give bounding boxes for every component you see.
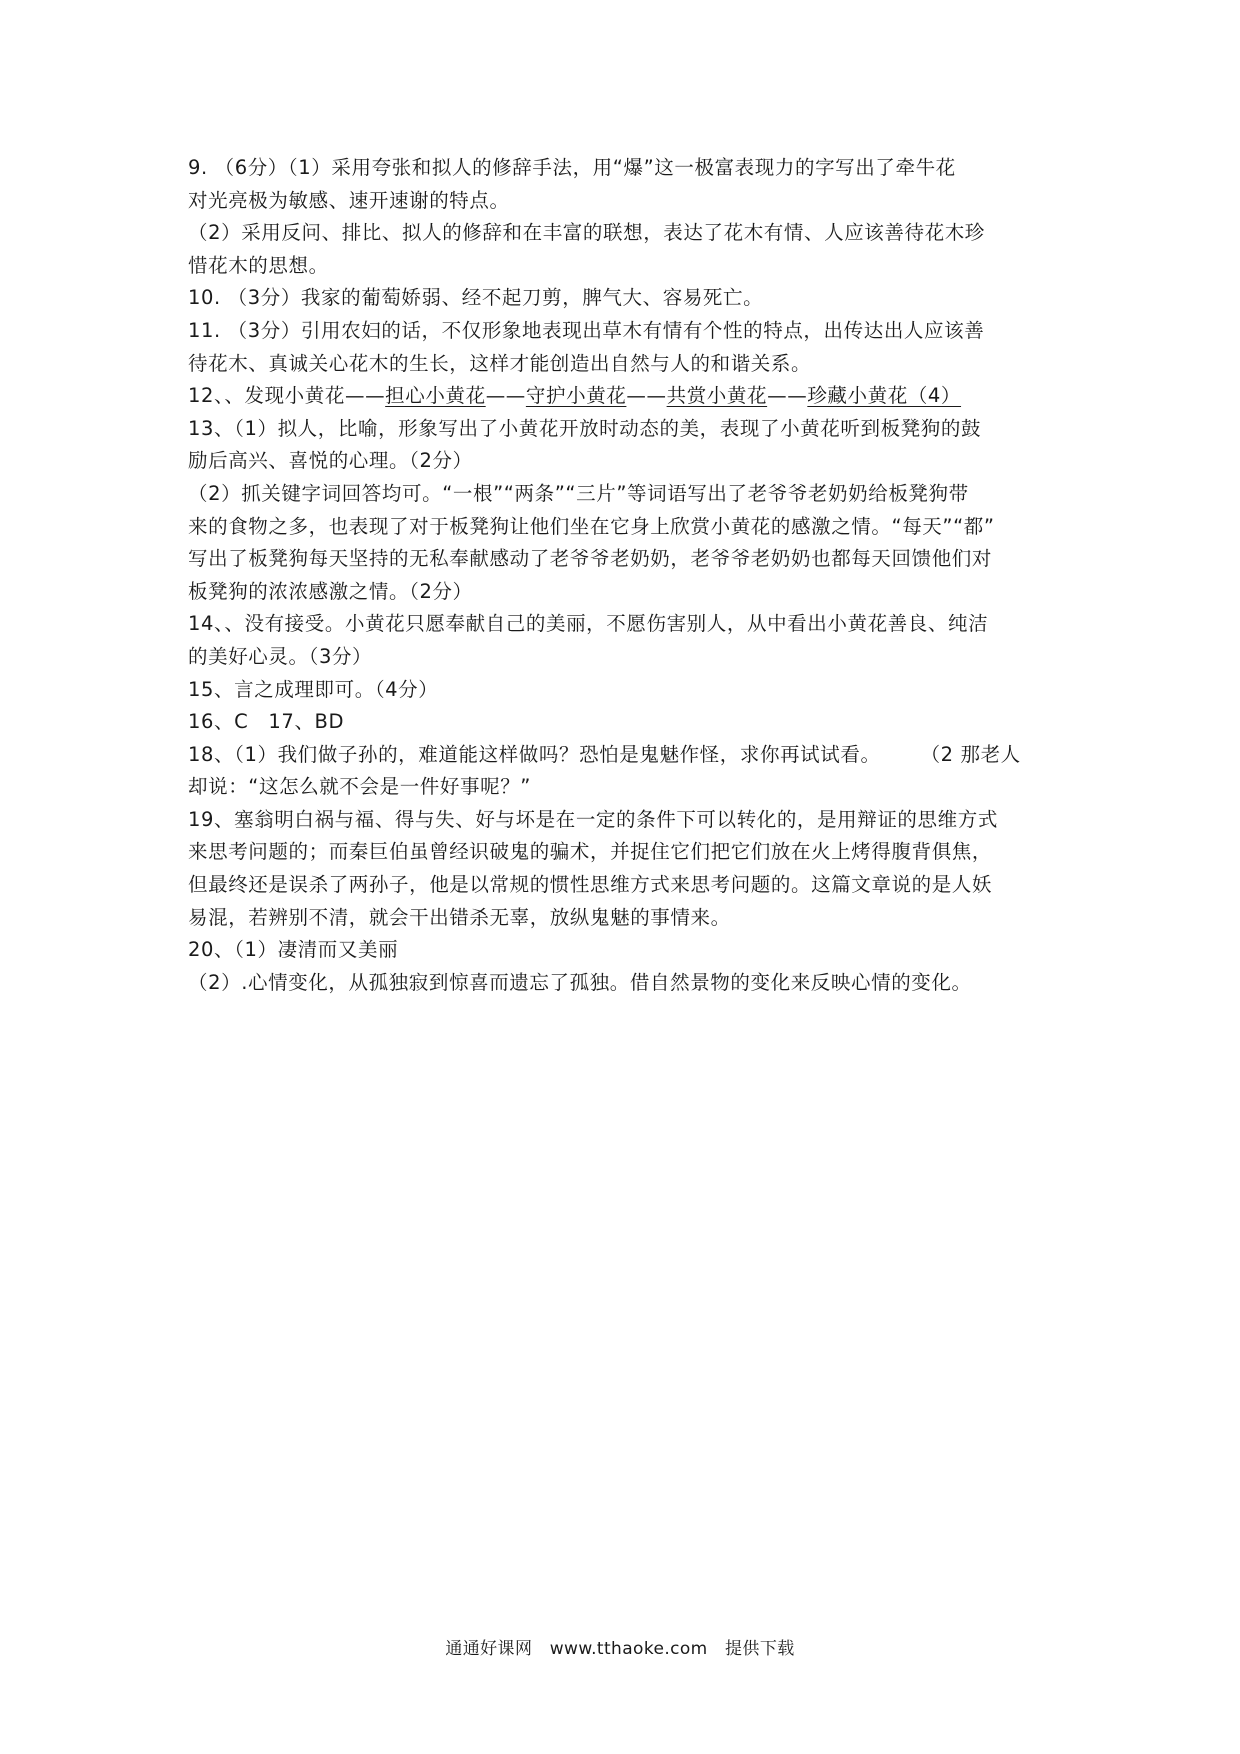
- answer-15: 15、言之成理即可。（4分）: [188, 677, 439, 701]
- answer-13-part2-line1: （2）抓关键字词回答均可。“一根”“两条”“三片”等词语写出了老爷爷老奶奶给板凳狗带: [188, 481, 969, 505]
- answer-11-line1: 11. （3分）引用农妇的话，不仅形象地表现出草木有情有个性的特点，出传达出人应该善: [188, 318, 985, 342]
- answer-13-part2-line3: 写出了板凳狗每天坚持的无私奉献感动了老爷爷老奶奶，老爷爷老奶奶也都每天回馈他们对: [188, 547, 993, 571]
- page-footer: 通通好课网 www.tthaoke.com 提供下载: [445, 1639, 795, 1659]
- answer-12-separator-2: ——: [626, 384, 667, 408]
- answer-20-part1: 20、（1）凄清而又美丽: [188, 938, 399, 962]
- answer-key: [188, 152, 1068, 999]
- answer-12-phrase-4: 珍藏小黄花（4）: [807, 384, 962, 408]
- answer-12: [188, 380, 1068, 413]
- answer-20-part2: （2）.心情变化，从孤独寂到惊喜而遗忘了孤独。借自然景物的变化来反映心情的变化。: [188, 970, 972, 994]
- answer-19-line2: 来思考问题的；而秦巨伯虽曾经识破鬼的骗术，并捉住它们把它们放在火上烤得腹背俱焦，: [188, 840, 993, 864]
- answer-9-part1-line2: 对光亮极为敏感、速开速谢的特点。: [188, 188, 510, 212]
- answer-19-line3: 但最终还是误杀了两孙子，他是以常规的惯性思维方式来思考问题的。这篇文章说的是人妖: [188, 873, 993, 897]
- answer-19-line1: 19、塞翁明白祸与福、得与失、好与坏是在一定的条件下可以转化的，是用辩证的思维方式: [188, 807, 998, 831]
- answer-13-part1-line2: 励后高兴、喜悦的心理。（2分）: [188, 449, 473, 473]
- answer-14-line1: 14、、没有接受。小黄花只愿奉献自己的美丽，不愿伤害别人，从中看出小黄花善良、纯洁: [188, 612, 989, 636]
- answer-18-line1: [188, 739, 1068, 772]
- answer-12-phrase-3: 共赏小黄花: [666, 384, 768, 408]
- answer-12-phrase-2: 守护小黄花: [525, 384, 627, 408]
- answer-16-17: 16、C 17、BD: [188, 710, 345, 734]
- answer-9-part1-line1: 9. （6分）（1）采用夸张和拟人的修辞手法，用“爆”这一极富表现力的字写出了牵牛花: [188, 156, 956, 179]
- answer-13-part2-line4: 板凳狗的浓浓感激之情。（2分）: [188, 579, 473, 603]
- answer-12-phrase-1: 担心小黄花: [385, 384, 486, 408]
- answer-13-part2-line2: 来的食物之多，也表现了对于板凳狗让他们坐在它身上欣赏小黄花的感激之情。“每天”“都”: [188, 514, 995, 538]
- answer-9-part2-line2: 惜花木的思想。: [188, 253, 329, 277]
- answer-18-line2: 却说：“这怎么就不会是一件好事呢？”: [188, 775, 532, 799]
- answer-13-part1-line1: 13、（1）拟人，比喻，形象写出了小黄花开放时动态的美，表现了小黄花听到板凳狗的鼓: [188, 416, 982, 440]
- answer-14-line2: 的美好心灵。（3分）: [188, 644, 373, 668]
- answer-19-line4: 易混，若辨别不清，就会干出错杀无辜，放纵鬼魅的事情来。: [188, 905, 731, 929]
- answer-12-separator-1: ——: [485, 384, 526, 408]
- answer-10: 10. （3分）我家的葡萄娇弱、经不起刀剪，脾气大、容易死亡。: [188, 286, 764, 310]
- answer-11-line2: 待花木、真诚关心花木的生长，这样才能创造出自然与人的和谐关系。: [188, 351, 812, 375]
- answer-18-part2-start: （2 那老人: [920, 742, 1021, 766]
- answer-12-prefix: 12、、发现小黄花——: [188, 384, 386, 408]
- answer-18-part1: 18、（1）我们做子孙的，难道能这样做吗？恐怕是鬼魅作怪，求你再试试看。: [188, 742, 881, 766]
- answer-9-part2-line1: （2）采用反问、排比、拟人的修辞和在丰富的联想，表达了花木有情、人应该善待花木珍: [188, 221, 985, 245]
- answer-12-separator-3: ——: [767, 384, 808, 408]
